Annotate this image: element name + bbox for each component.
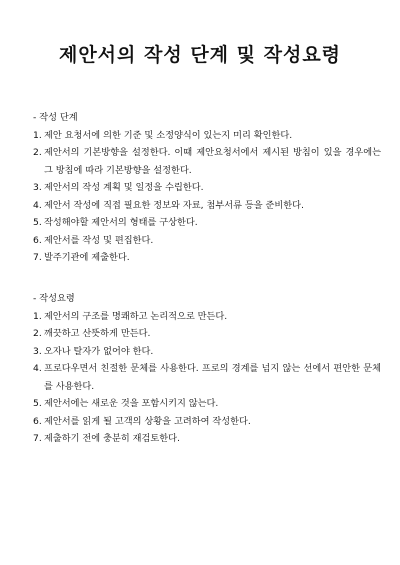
item-text: 제안서를 작성 및 편집한다. (44, 234, 154, 246)
list-item (33, 232, 381, 250)
item-text: 제출하기 전에 충분히 재검토한다. (44, 433, 180, 444)
list-item (33, 249, 381, 267)
item-number: 4. (33, 363, 42, 374)
page-title: 제안서의 작성 단계 및 작성요령 (58, 44, 342, 66)
item-number: 1. (33, 310, 42, 322)
list-item (33, 179, 381, 197)
item-number: 4. (33, 199, 42, 211)
list-item (33, 127, 381, 145)
section-heading: - 작성 단계 (33, 112, 78, 123)
section-heading: - 작성요령 (33, 293, 75, 304)
item-text: 오자나 탈자가 없어야 한다. (44, 345, 154, 357)
section-writing-tips (33, 290, 381, 448)
item-number: 7. (33, 252, 42, 263)
item-number: 3. (33, 345, 42, 357)
list-item (33, 325, 381, 343)
item-text: 제안서의 기본방향을 설정한다. 이때 제안요청서에서 제시된 방침이 있을 경우에는 그 방침에 따라 기본방향을 설정한다. (44, 147, 381, 176)
item-text: 제안서의 구조를 명쾌하고 논리적으로 만든다. (44, 310, 228, 322)
item-number: 7. (33, 433, 42, 444)
item-number: 3. (33, 182, 42, 193)
list-item (33, 360, 381, 395)
item-number: 1. (33, 129, 42, 141)
item-text: 프로다우면서 친절한 문체를 사용한다. 프로의 경계를 넘지 않는 선에서 편안한 문체를 사용한다. (44, 363, 381, 392)
item-number: 5. (33, 398, 42, 409)
item-text: 제안 요청서에 의한 기준 및 소정양식이 있는지 미리 확인한다. (44, 129, 293, 141)
list-item (33, 197, 381, 215)
item-text: 깨끗하고 산뜻하게 만든다. (44, 328, 151, 339)
item-number: 2. (33, 147, 42, 158)
item-text: 발주기관에 제출한다. (44, 252, 130, 263)
item-text: 제안서에는 새로운 것을 포함시키지 않는다. (44, 398, 219, 409)
list-item (33, 413, 381, 431)
item-text: 제안서 작성에 직접 필요한 정보와 자료, 첨부서류 등을 준비한다. (44, 199, 304, 211)
list-item (33, 214, 381, 232)
section-writing-steps (33, 109, 381, 267)
item-number: 2. (33, 328, 42, 339)
item-number: 5. (33, 217, 42, 228)
item-text: 제안서를 읽게 될 고객의 상황을 고려하여 작성한다. (44, 415, 251, 427)
list-item (33, 308, 381, 326)
list-item (33, 430, 381, 448)
item-text: 작성해야할 제안서의 형태를 구상한다. (44, 217, 198, 228)
list-item (33, 395, 381, 413)
item-number: 6. (33, 234, 42, 246)
list-item (33, 343, 381, 361)
list-item (33, 144, 381, 179)
item-text: 제안서의 작성 계획 및 일정을 수립한다. (44, 182, 204, 193)
item-number: 6. (33, 415, 42, 427)
